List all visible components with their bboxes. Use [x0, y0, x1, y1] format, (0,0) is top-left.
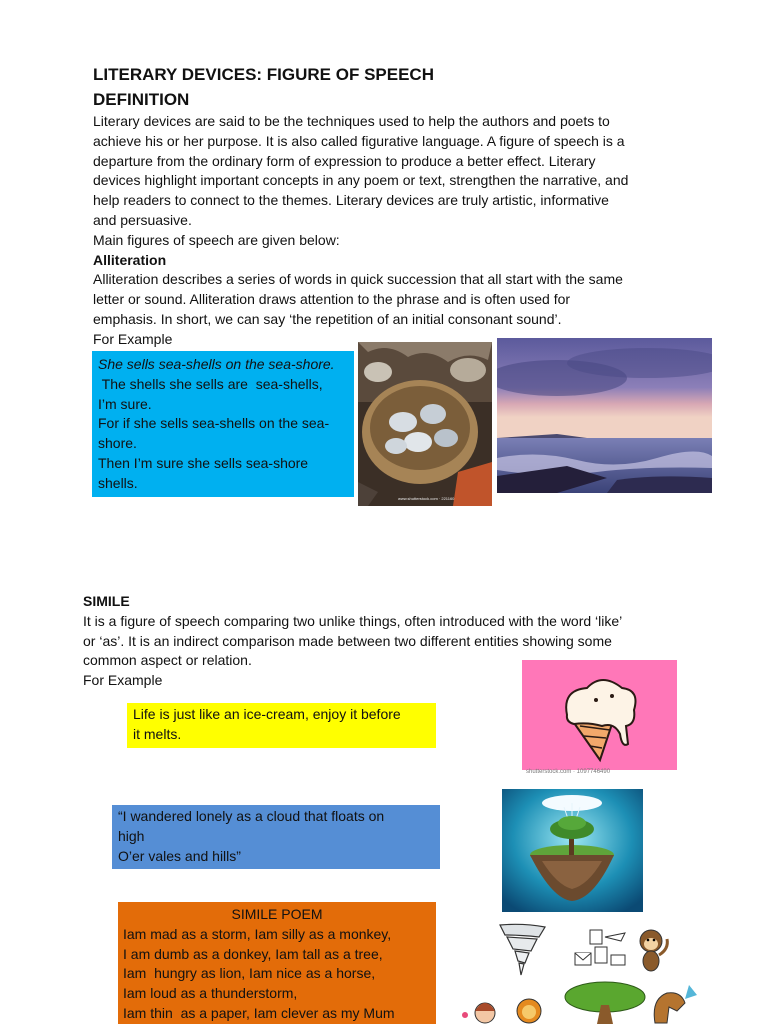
- title-line-2: DEFINITION: [93, 90, 190, 109]
- tree-icon: [565, 982, 645, 1024]
- example-line: shells.: [98, 474, 138, 491]
- shells-basket-image: [358, 342, 492, 506]
- intro-line: achieve his or her purpose. It is also called figurative language. A figure of speech is a: [93, 132, 625, 149]
- example-line: it melts.: [133, 725, 182, 742]
- intro-line: Literary devices are said to be the techniques used to help the authors and poets to: [93, 113, 610, 129]
- poem-line: I am dumb as a donkey, Iam tall as a tree,: [123, 945, 383, 962]
- shells-image-caption: www.shutterstock.com · 221160: [398, 496, 455, 501]
- poem-title: SIMILE POEM: [231, 906, 323, 922]
- floating-island-image: [502, 789, 643, 912]
- intro-line: and persuasive.: [93, 211, 192, 228]
- girl-icon: [462, 1003, 495, 1023]
- horse-icon: [654, 985, 697, 1023]
- simile-poem-illustrations: [455, 915, 705, 1024]
- simile-example-icecream-box: [127, 703, 436, 748]
- alliteration-line: Alliteration describes a series of words in quick succession that all start with the same: [93, 271, 623, 288]
- simile-line: or ‘as’. It is an indirect comparison made between two different entities showing some: [83, 632, 612, 649]
- simile-poem-box: [118, 902, 436, 1024]
- simile-for-example: For Example: [83, 672, 163, 689]
- intro-paragraph: [93, 112, 628, 350]
- example-line: O’er vales and hills”: [118, 847, 241, 864]
- example-line: She sells sea-shells on the sea-shore.: [98, 356, 335, 372]
- alliteration-heading: Alliteration: [93, 251, 167, 268]
- tornado-icon: [500, 924, 545, 975]
- example-line: The shells she sells are sea-shells,: [98, 375, 323, 392]
- simile-line: It is a figure of speech comparing two unlike things, often introduced with the word ‘like’: [83, 612, 623, 629]
- simile-heading: SIMILE: [83, 593, 130, 609]
- example-line: Then I’m sure she sells sea-shore: [98, 454, 309, 471]
- example-line: “I wandered lonely as a cloud that floats on: [118, 808, 385, 824]
- example-line: For if she sells sea-shells on the sea-: [98, 415, 330, 432]
- main-figures-text: Main figures of speech are given below:: [93, 231, 340, 248]
- intro-line: help readers to connect to the themes. Literary devices are truly artistic, informative: [93, 192, 609, 209]
- intro-line: departure from the ordinary form of expression to produce a better effect. Literary: [93, 152, 596, 169]
- beach-sunset-image: [497, 338, 712, 493]
- icecream-image: [522, 660, 677, 777]
- title-line-1: LITERARY DEVICES: FIGURE OF SPEECH: [93, 65, 434, 84]
- letters-icon: [575, 930, 625, 965]
- example-line: high: [118, 827, 145, 844]
- poem-line: Iam loud as a thunderstorm,: [123, 985, 298, 1002]
- alliteration-line: emphasis. In short, we can say ‘the repetition of an initial consonant sound’.: [93, 310, 562, 327]
- for-example-label: For Example: [93, 330, 173, 347]
- example-line: Life is just like an ice-cream, enjoy it before: [133, 706, 401, 722]
- poem-line: Iam hungry as lion, Iam nice as a horse,: [123, 965, 376, 982]
- icecream-image-caption: shutterstock.com · 1097746490: [526, 769, 611, 775]
- example-line: shore.: [98, 435, 137, 452]
- alliteration-line: letter or sound. Alliteration draws attention to the phrase and is often used for: [93, 291, 571, 308]
- poem-line: Iam thin as a paper, Iam clever as my Mum: [123, 1004, 395, 1021]
- monkey-icon: [640, 930, 667, 971]
- page-title: [93, 62, 434, 112]
- poem-line: Iam mad as a storm, Iam silly as a monkey,: [123, 925, 392, 942]
- simile-example-cloud-box: [112, 805, 440, 869]
- intro-line: devices highlight important concepts in any poem or text, strengthen the narrative, and: [93, 172, 629, 189]
- example-line: I’m sure.: [98, 395, 152, 412]
- simile-line: common aspect or relation.: [83, 652, 252, 669]
- alliteration-example-box: [92, 351, 354, 497]
- lion-icon: [517, 999, 541, 1023]
